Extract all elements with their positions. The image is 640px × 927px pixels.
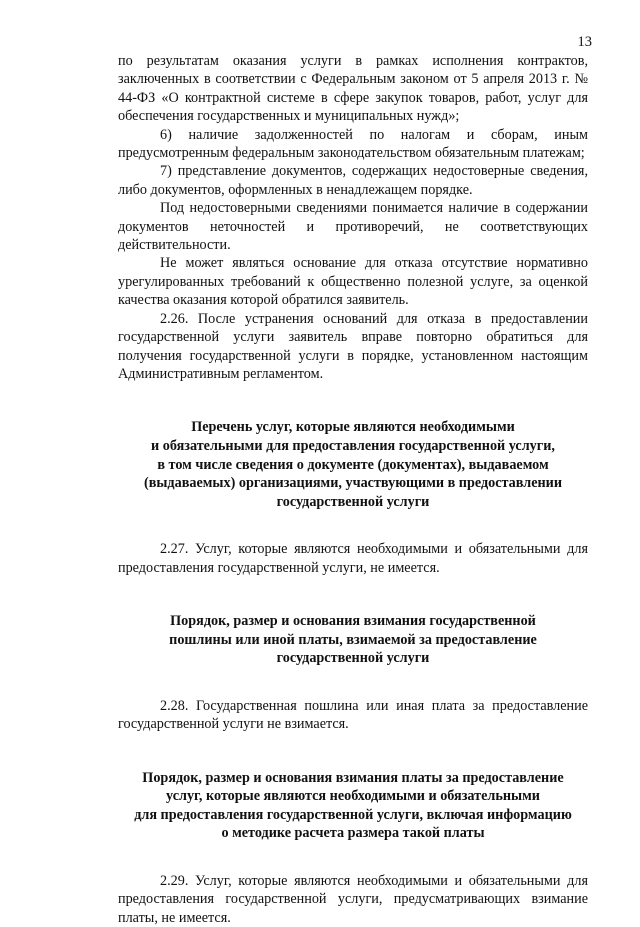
heading-line: в том числе сведения о документе (документах), выдаваемом [157,456,549,473]
section-heading-necessary-services [118,418,588,511]
section-heading-fee-methodology [118,769,588,843]
document-body [118,52,588,927]
heading-line: услуг, которые являются необходимыми и обязательными [166,788,540,805]
heading-line: Перечень услуг, которые являются необходимыми [191,419,515,436]
paragraph-2-27: 2.27. Услуг, которые являются необходимыми и обязательными для предоставления государственной услуги, не имеется. [118,541,588,576]
heading-line: Порядок, размер и основания взимания государственной [170,613,536,630]
heading-line: для предоставления государственной услуги, включая информацию [134,806,572,823]
section-heading-state-fee [118,612,588,668]
heading-line: о методике расчета размера такой платы [221,825,485,842]
heading-line: пошлины или иной платы, взимаемой за предоставление [169,631,537,648]
heading-line: государственной услуги [276,493,430,510]
paragraph-2-28: 2.28. Государственная пошлина или иная плата за предоставление государственной услуги не взимается. [118,697,588,733]
paragraph-no-refusal: Не может являться основание для отказа отсутствие нормативно урегулированных требований к общественно полезной услуге, за оценкой качества оказания которой обратился заявитель. [118,255,588,309]
paragraph-2-26: 2.26. После устранения оснований для отказа в предоставлении государственной услуги заявитель вправе повторно обратиться для получения государственной услуги в порядке, установленном настоящим Административным регламентом. [118,310,588,382]
heading-line: (выдаваемых) организациями, участвующими в предоставлении [143,475,563,492]
heading-line: и обязательными для предоставления государственной услуги, [151,437,555,454]
paragraph-item-7: 7) представление документов, содержащих недостоверные сведения, либо документов, оформленных в ненадлежащем порядке. [118,163,588,198]
paragraph-2-29: 2.29. Услуг, которые являются необходимыми и обязательными для предоставления государственной услуги, предусматривающих взимание платы, не имеется. [118,873,588,926]
heading-line: Порядок, размер и основания взимания платы за предоставление [142,769,564,786]
paragraph-definition: Под недостоверными сведениями понимается наличие в содержании документов неточностей и противоречий, не соответствующих действительности. [118,200,588,254]
heading-line: государственной услуги [276,650,430,667]
paragraph-continuation: по результатам оказания услуги в рамках исполнения контрактов, заключенных в соответствии с Федеральным законом от 5 апреля 2013 г. № 44-ФЗ «О контрактной системе в сфере закупок товаров, работ, услуг для обеспечения государственных и муниципальных нужд»; [118,53,588,125]
page-number: 13 [577,34,592,50]
paragraph-item-6: 6) наличие задолженностей по налогам и сборам, иным предусмотренным федеральным законодательством обязательным платежам; [118,126,588,162]
